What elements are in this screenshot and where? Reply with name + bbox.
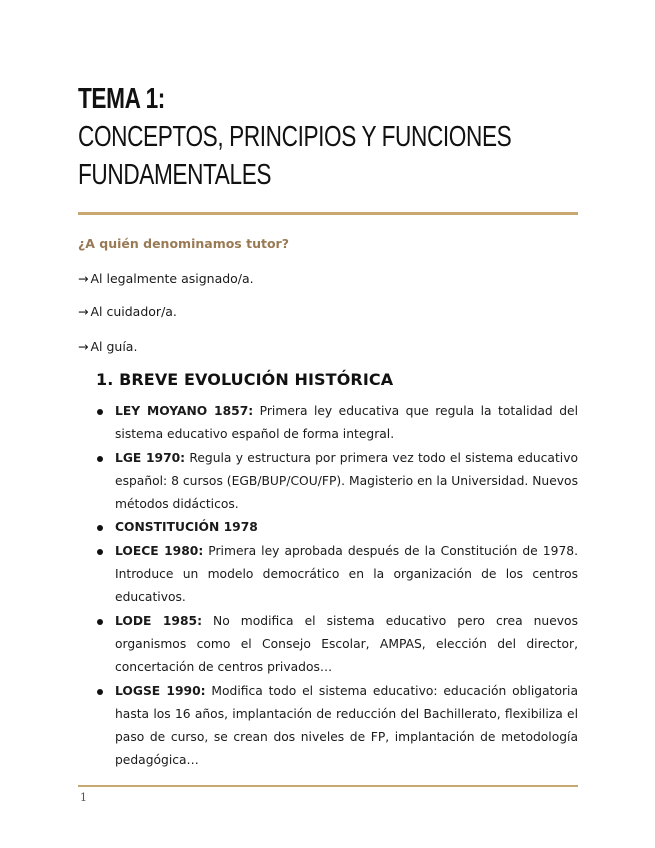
list-item xyxy=(96,516,578,539)
answer-text: Al cuidador/a. xyxy=(90,304,177,319)
title-line-3: FUNDAMENTALES xyxy=(78,159,272,191)
list-item xyxy=(96,680,578,773)
intro-answer xyxy=(78,304,177,319)
title-line-1: TEMA 1: xyxy=(78,83,165,115)
bullet-icon xyxy=(97,409,103,415)
law-description: Primera ley aprobada después de la Constitución de 1978. Introduce un modelo democrático en la organización de los centros educativos. xyxy=(115,543,578,605)
right-arrow-icon: → xyxy=(78,271,89,286)
answer-text: Al legalmente asignado/a. xyxy=(90,271,254,286)
law-description: Regula y estructura por primera vez todo el sistema educativo español: 8 cursos (EGB/BUP/COU/FP). Magisterio en la Universidad. Nuevos métodos didácticos. xyxy=(115,450,578,512)
list-item xyxy=(96,447,578,517)
law-description: Modifica todo el sistema educativo: educación obligatoria hasta los 16 años, implantación de reducción del Bachillerato, flexibiliza el paso de curso, se crean dos niveles de FP, implantación de metodología pedagógica… xyxy=(115,683,578,768)
page-title xyxy=(78,80,578,194)
right-arrow-icon: → xyxy=(78,339,89,354)
law-name: LOGSE 1990: xyxy=(115,683,206,698)
list-item xyxy=(96,400,578,447)
bullet-icon xyxy=(97,525,103,531)
law-name: LOECE 1980: xyxy=(115,543,204,558)
title-divider xyxy=(78,212,578,215)
law-name: LEY MOYANO 1857: xyxy=(115,404,254,418)
law-name: LODE 1985: xyxy=(115,613,202,628)
law-description: Primera ley educativa que regula la totalidad del sistema educativo español de forma integral. xyxy=(115,404,578,442)
intro-answer xyxy=(78,271,254,286)
title-line-2: CONCEPTOS, PRINCIPIOS Y FUNCIONES xyxy=(78,121,512,153)
intro-question: ¿A quién denominamos tutor? xyxy=(78,236,289,251)
page-number: 1 xyxy=(80,791,87,804)
law-name: CONSTITUCIÓN 1978 xyxy=(115,520,258,535)
law-description: No modifica el sistema educativo pero crea nuevos organismos como el Consejo Escolar, AMPAS, elección del director, concertación de centros privados… xyxy=(115,613,578,675)
right-arrow-icon: → xyxy=(78,304,89,319)
bullet-icon xyxy=(97,549,103,555)
list-item xyxy=(96,540,578,610)
answer-text: Al guía. xyxy=(90,339,138,354)
intro-answer xyxy=(78,339,137,354)
law-name: LGE 1970: xyxy=(115,450,186,465)
bullet-icon xyxy=(97,619,103,625)
footer-divider xyxy=(78,785,578,787)
list-item xyxy=(96,610,578,680)
bullet-icon xyxy=(97,456,103,462)
section-heading: 1. BREVE EVOLUCIÓN HISTÓRICA xyxy=(96,370,394,389)
bullet-icon xyxy=(97,689,103,695)
history-list xyxy=(96,400,578,773)
